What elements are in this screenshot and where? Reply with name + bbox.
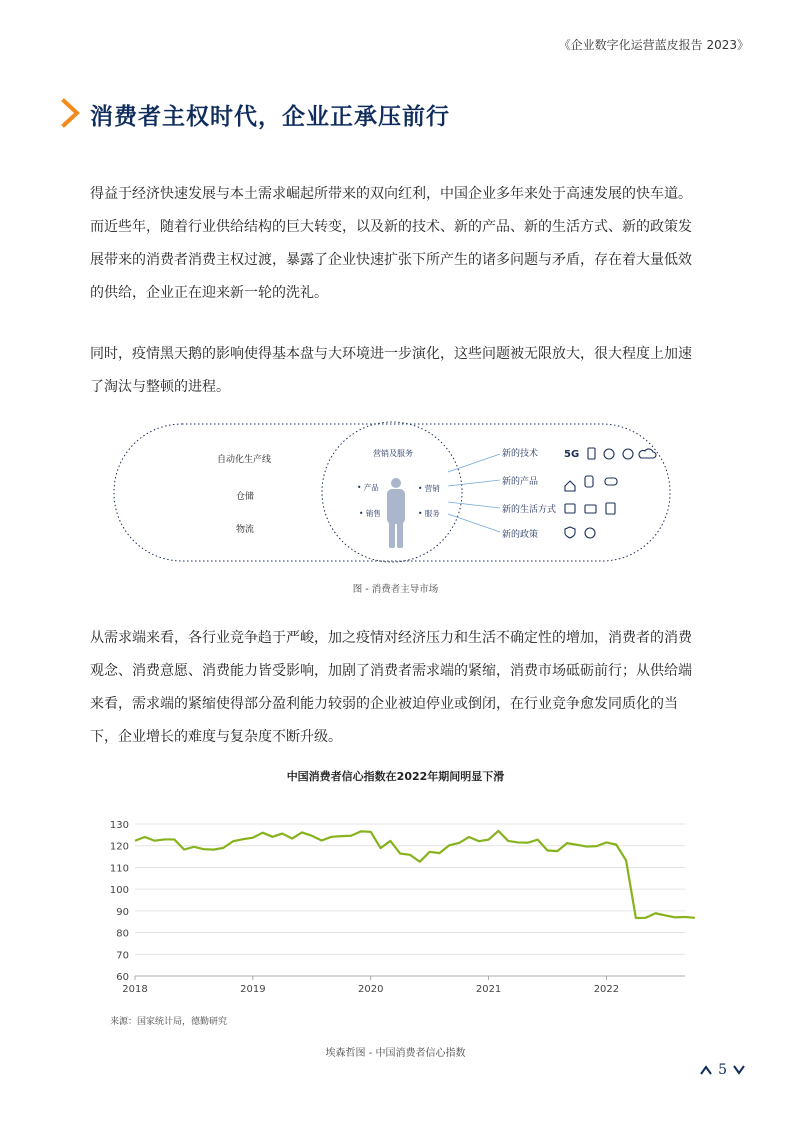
x-tick-label: 2018 <box>122 984 148 995</box>
cloud-icon <box>639 449 656 458</box>
chevron-right-icon <box>58 98 84 128</box>
y-tick-label: 120 <box>109 841 129 853</box>
center-item-service: • 服务 <box>418 509 440 518</box>
diagram-caption: 图 - 消费者主导市场 <box>352 584 439 595</box>
page-title: 消费者主权时代，企业正承压前行 <box>90 104 450 130</box>
y-tick-label: 100 <box>109 885 129 897</box>
right-item-tech: 新的技术 <box>502 449 539 459</box>
gamepad-icon <box>605 478 617 485</box>
paragraph-1: 得益于经济快速发展与本土需求崛起所带来的双向红利，中国企业多年来处于高速发展的快车道。而近些年，随着行业供给结构的巨大转变，以及新的技术、新的产品、新的生活方式、新的政策发展带来的消费者消费主权过渡，暴露了企业快速扩张下所产生的诸多问题与矛盾，存在着大量低效的供给，企业正在迎来新一轮的洗礼。 <box>90 186 692 301</box>
5g-icon: 5G <box>564 449 580 460</box>
left-item-2: 仓储 <box>236 492 255 502</box>
consumer-market-diagram <box>112 420 672 565</box>
y-tick-label: 110 <box>109 863 129 875</box>
chevron-up-icon[interactable] <box>700 1065 712 1075</box>
y-tick-label: 70 <box>116 950 129 962</box>
page-number: 5 <box>718 1062 727 1078</box>
consumer-confidence-chart <box>95 810 695 1005</box>
chevron-down-icon[interactable] <box>733 1065 745 1075</box>
chart-caption: 埃森哲图 - 中国消费者信心指数 <box>325 1048 466 1059</box>
person-figure <box>387 478 405 548</box>
center-item-marketing: • 营销 <box>418 484 440 493</box>
report-title: 《企业数字化运营蓝皮报告 2023》 <box>558 38 749 52</box>
left-item-1: 自动化生产线 <box>217 455 272 465</box>
x-tick-label: 2020 <box>357 984 384 995</box>
paragraph-3: 从需求端来看，各行业竞争趋于严峻，加之疫情对经济压力和生活不确定性的增加，消费者的消费观念、消费意愿、消费能力皆受影响，加剧了消费者需求端的紧缩，消费市场砥砺前行；从供给端来看，需求端的紧缩使得部分盈利能力较弱的企业被迫停业或倒闭，在行业竞争愈发同质化的当下，企业增长的难度与复杂度不断升级。 <box>90 630 692 745</box>
paragraph-2: 同时，疫情黑天鹅的影响使得基本盘与大环境进一步演化，这些问题被无限放大，很大程度上加速了淘汰与整顿的进程。 <box>90 346 692 395</box>
series-line <box>135 831 695 918</box>
right-item-policy: 新的政策 <box>502 530 539 540</box>
diagram-shapes <box>112 420 672 565</box>
x-tick-label: 2022 <box>593 984 620 995</box>
y-tick-label: 130 <box>109 820 129 831</box>
phone-icon <box>588 448 595 459</box>
page-navigation <box>700 1062 745 1078</box>
shield-icon <box>565 527 575 538</box>
emblem-icon <box>585 528 595 538</box>
tv-icon <box>585 505 596 513</box>
screen-icon <box>565 504 575 513</box>
y-tick-label: 90 <box>116 906 129 918</box>
center-item-sales: • 销售 <box>359 509 381 518</box>
document-icon <box>606 503 615 514</box>
y-tick-label: 60 <box>116 972 129 983</box>
globe-icon <box>623 449 633 459</box>
y-tick-label: 80 <box>116 928 129 940</box>
right-item-lifestyle: 新的生活方式 <box>502 505 557 515</box>
center-title: 营销及服务 <box>373 449 413 458</box>
ai-icon <box>604 449 614 459</box>
watch-icon <box>585 476 593 487</box>
center-item-product: • 产品 <box>357 483 379 492</box>
right-item-product: 新的产品 <box>502 477 539 487</box>
chart-source: 来源：国家统计局，德勤研究 <box>110 1017 228 1027</box>
x-tick-label: 2019 <box>240 984 266 995</box>
chart-title: 中国消费者信心指数在2022年期间明显下滑 <box>286 770 505 783</box>
x-tick-label: 2021 <box>475 984 502 995</box>
home-icon <box>565 481 575 491</box>
left-item-3: 物流 <box>236 525 255 535</box>
